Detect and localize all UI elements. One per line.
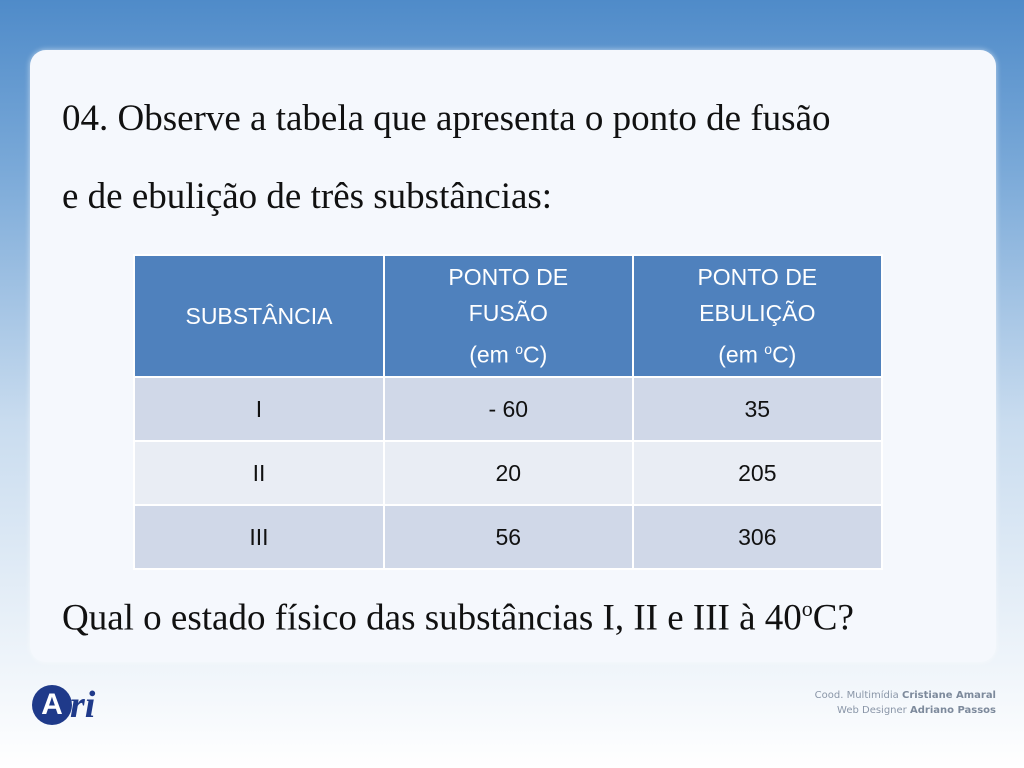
question-text-end: C?: [812, 597, 854, 639]
cell-substance: III: [134, 505, 384, 569]
header-boiling-unit-suffix: C): [772, 341, 797, 368]
slide-panel: [30, 50, 996, 662]
question-intro-line1: 04. Observe a tabela que apresenta o ponto de fusão: [62, 98, 831, 139]
cell-melting-point: 56: [384, 505, 633, 569]
header-boiling-unit-prefix: (em: [718, 341, 758, 368]
header-melting-unit-suffix: C): [523, 341, 548, 368]
credit2-role: Web Designer: [837, 705, 907, 716]
header-boiling-point: [633, 255, 882, 377]
table-row: [134, 441, 882, 505]
cell-boiling-point: 35: [633, 377, 882, 441]
cell-substance: II: [134, 441, 384, 505]
question-text: [62, 596, 854, 639]
credit-line-1: [815, 688, 996, 703]
cell-boiling-point: 205: [633, 441, 882, 505]
substances-table: [133, 254, 883, 570]
logo-mark-icon: A: [32, 685, 72, 725]
logo-text: ri: [70, 684, 96, 726]
question-intro-line2: e de ebulição de três substâncias:: [62, 176, 553, 217]
header-boiling-line2: EBULIÇÃO: [699, 300, 816, 327]
table-row: [134, 377, 882, 441]
question-intro: [62, 80, 972, 236]
cell-melting-point: 20: [384, 441, 633, 505]
cell-melting-point: - 60: [384, 377, 633, 441]
credit2-name: Adriano Passos: [909, 705, 996, 716]
header-substance: SUBSTÂNCIA: [134, 255, 384, 377]
credit1-name: Cristiane Amaral: [901, 690, 996, 701]
header-melting-line1: PONTO DE: [448, 264, 569, 291]
cell-substance: I: [134, 377, 384, 441]
ari-logo: [32, 682, 95, 728]
header-melting-unit-degree: o: [515, 341, 524, 358]
header-melting-point: [384, 255, 633, 377]
credit1-role: Cood. Multimídia: [814, 690, 899, 701]
header-boiling-line1: PONTO DE: [697, 264, 818, 291]
table-header-row: [134, 255, 882, 377]
header-melting-line2: FUSÃO: [468, 300, 548, 327]
question-degree-sup: o: [801, 596, 813, 621]
credit-line-2: [815, 703, 996, 718]
question-text-main: Qual o estado físico das substâncias I, II e III à 40: [62, 597, 802, 639]
table-row: [134, 505, 882, 569]
header-melting-unit-prefix: (em: [469, 341, 509, 368]
credits: [815, 688, 996, 718]
header-boiling-unit-degree: o: [764, 341, 773, 358]
cell-boiling-point: 306: [633, 505, 882, 569]
